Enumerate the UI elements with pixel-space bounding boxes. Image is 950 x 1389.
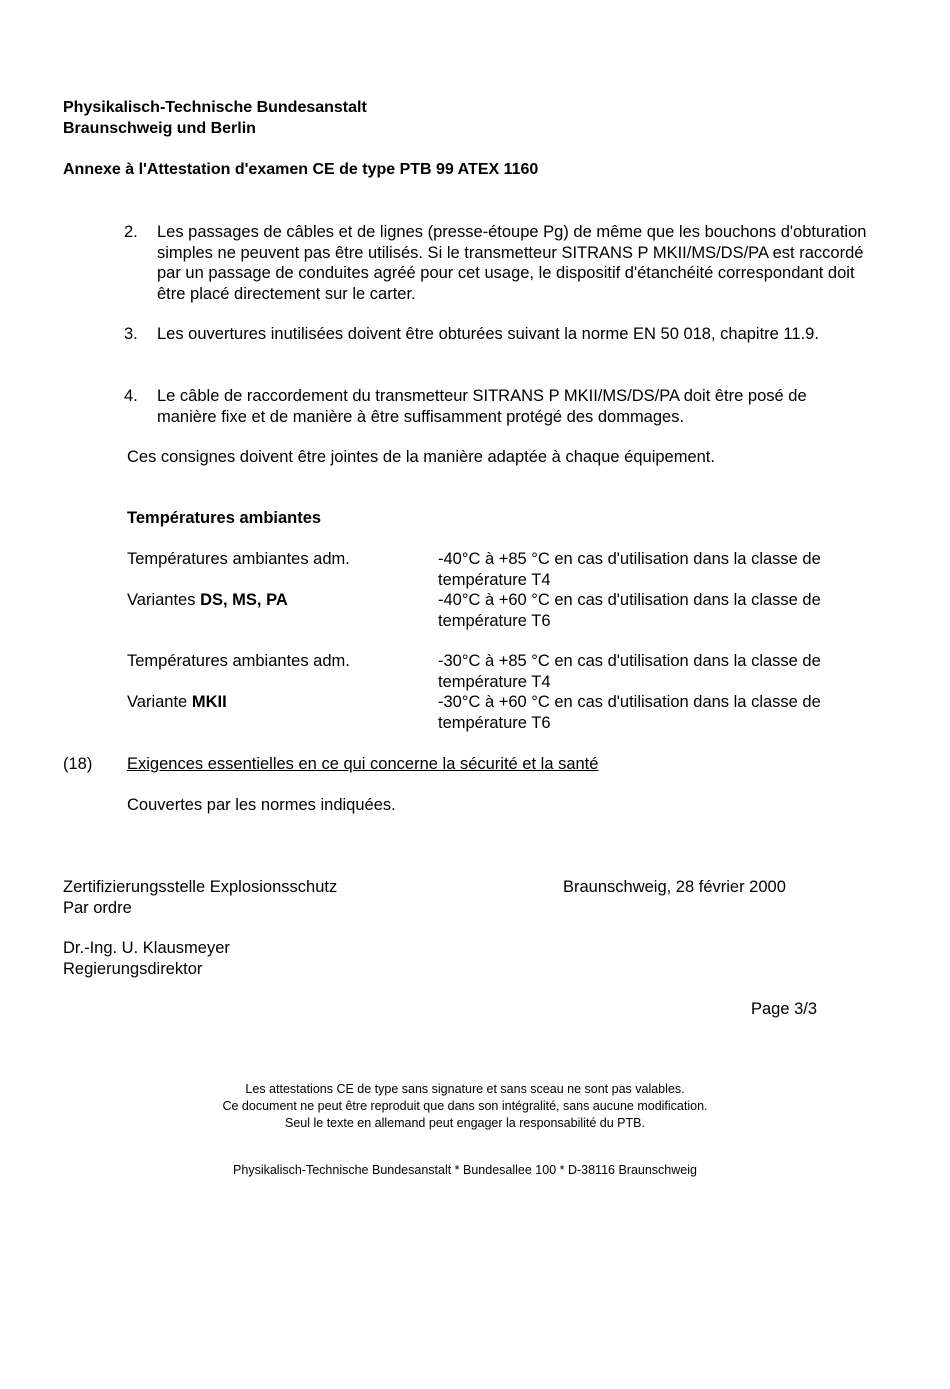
item-number: 3. (124, 325, 138, 343)
footer-address: Physikalisch-Technische Bundesanstalt * Bundesallee 100 * D-38116 Braunschweig (233, 1163, 697, 1177)
temperature-value: -30°C à +85 °C en cas d'utilisation dans la classe de température T4 (438, 652, 821, 691)
footer-validity-note: Les attestations CE de type sans signature et sans sceau ne sont pas valables. (245, 1082, 685, 1096)
by-order: Par ordre (63, 899, 132, 917)
item-text: Les passages de câbles et de lignes (presse-étoupe Pg) de même que les bouchons d'obturation simples ne peuvent pas être utilisés. Si le transmetteur SITRANS P MKII/MS/DS/PA est raccordé par un passage de conduites agréé pour cet usage, le dispositif d'étanchéité correspondant doit être placé directement sur le carter. (157, 223, 867, 303)
item-text: Le câble de raccordement du transmetteur SITRANS P MKII/MS/DS/PA doit être posé de manière fixe et de manière à être suffisamment protégé des dommages. (157, 387, 807, 426)
variant-label (127, 692, 227, 713)
variant-label-prefix: Variante (127, 693, 192, 711)
variant-label-names: MKII (191, 693, 227, 711)
signatory-title: Regierungsdirektor (63, 960, 203, 978)
temperature-value: -40°C à +85 °C en cas d'utilisation dans la classe de température T4 (438, 550, 821, 589)
certification-body: Zertifizierungsstelle Explosionsschutz (63, 878, 338, 896)
instructions-note: Ces consignes doivent être jointes de la manière adaptée à chaque équipement. (127, 448, 715, 466)
footer-reproduction-note: Ce document ne peut être reproduit que dans son intégralité, sans aucune modification. (222, 1099, 708, 1113)
section-text: Couvertes par les normes indiquées. (127, 796, 396, 814)
section-number: (18) (63, 755, 93, 773)
institution-name: Physikalisch-Technische Bundesanstalt (63, 99, 367, 116)
section-title: Exigences essentielles en ce qui concerne la sécurité et la santé (127, 755, 599, 773)
item-number: 4. (124, 387, 138, 405)
annex-title: Annexe à l'Attestation d'examen CE de type PTB 99 ATEX 1160 (63, 161, 539, 178)
temperature-label: Températures ambiantes adm. (127, 550, 350, 568)
temperatures-heading: Températures ambiantes (127, 509, 322, 527)
temperature-value: -40°C à +60 °C en cas d'utilisation dans la classe de température T6 (438, 591, 821, 630)
place-and-date: Braunschweig, 28 février 2000 (563, 878, 786, 896)
page-number: Page 3/3 (751, 1000, 818, 1018)
signatory-name: Dr.-Ing. U. Klausmeyer (63, 939, 230, 957)
item-number: 2. (124, 223, 138, 241)
variant-label (127, 590, 288, 611)
institution-location: Braunschweig und Berlin (63, 120, 256, 137)
variant-label-prefix: Variantes (127, 591, 201, 609)
footer-language-note: Seul le texte en allemand peut engager la responsabilité du PTB. (285, 1116, 645, 1130)
temperature-value: -30°C à +60 °C en cas d'utilisation dans la classe de température T6 (438, 693, 821, 732)
variant-label-names: DS, MS, PA (200, 591, 288, 609)
temperature-label: Températures ambiantes adm. (127, 652, 350, 670)
item-text: Les ouvertures inutilisées doivent être obturées suivant la norme EN 50 018, chapitre 11.9. (157, 325, 819, 343)
